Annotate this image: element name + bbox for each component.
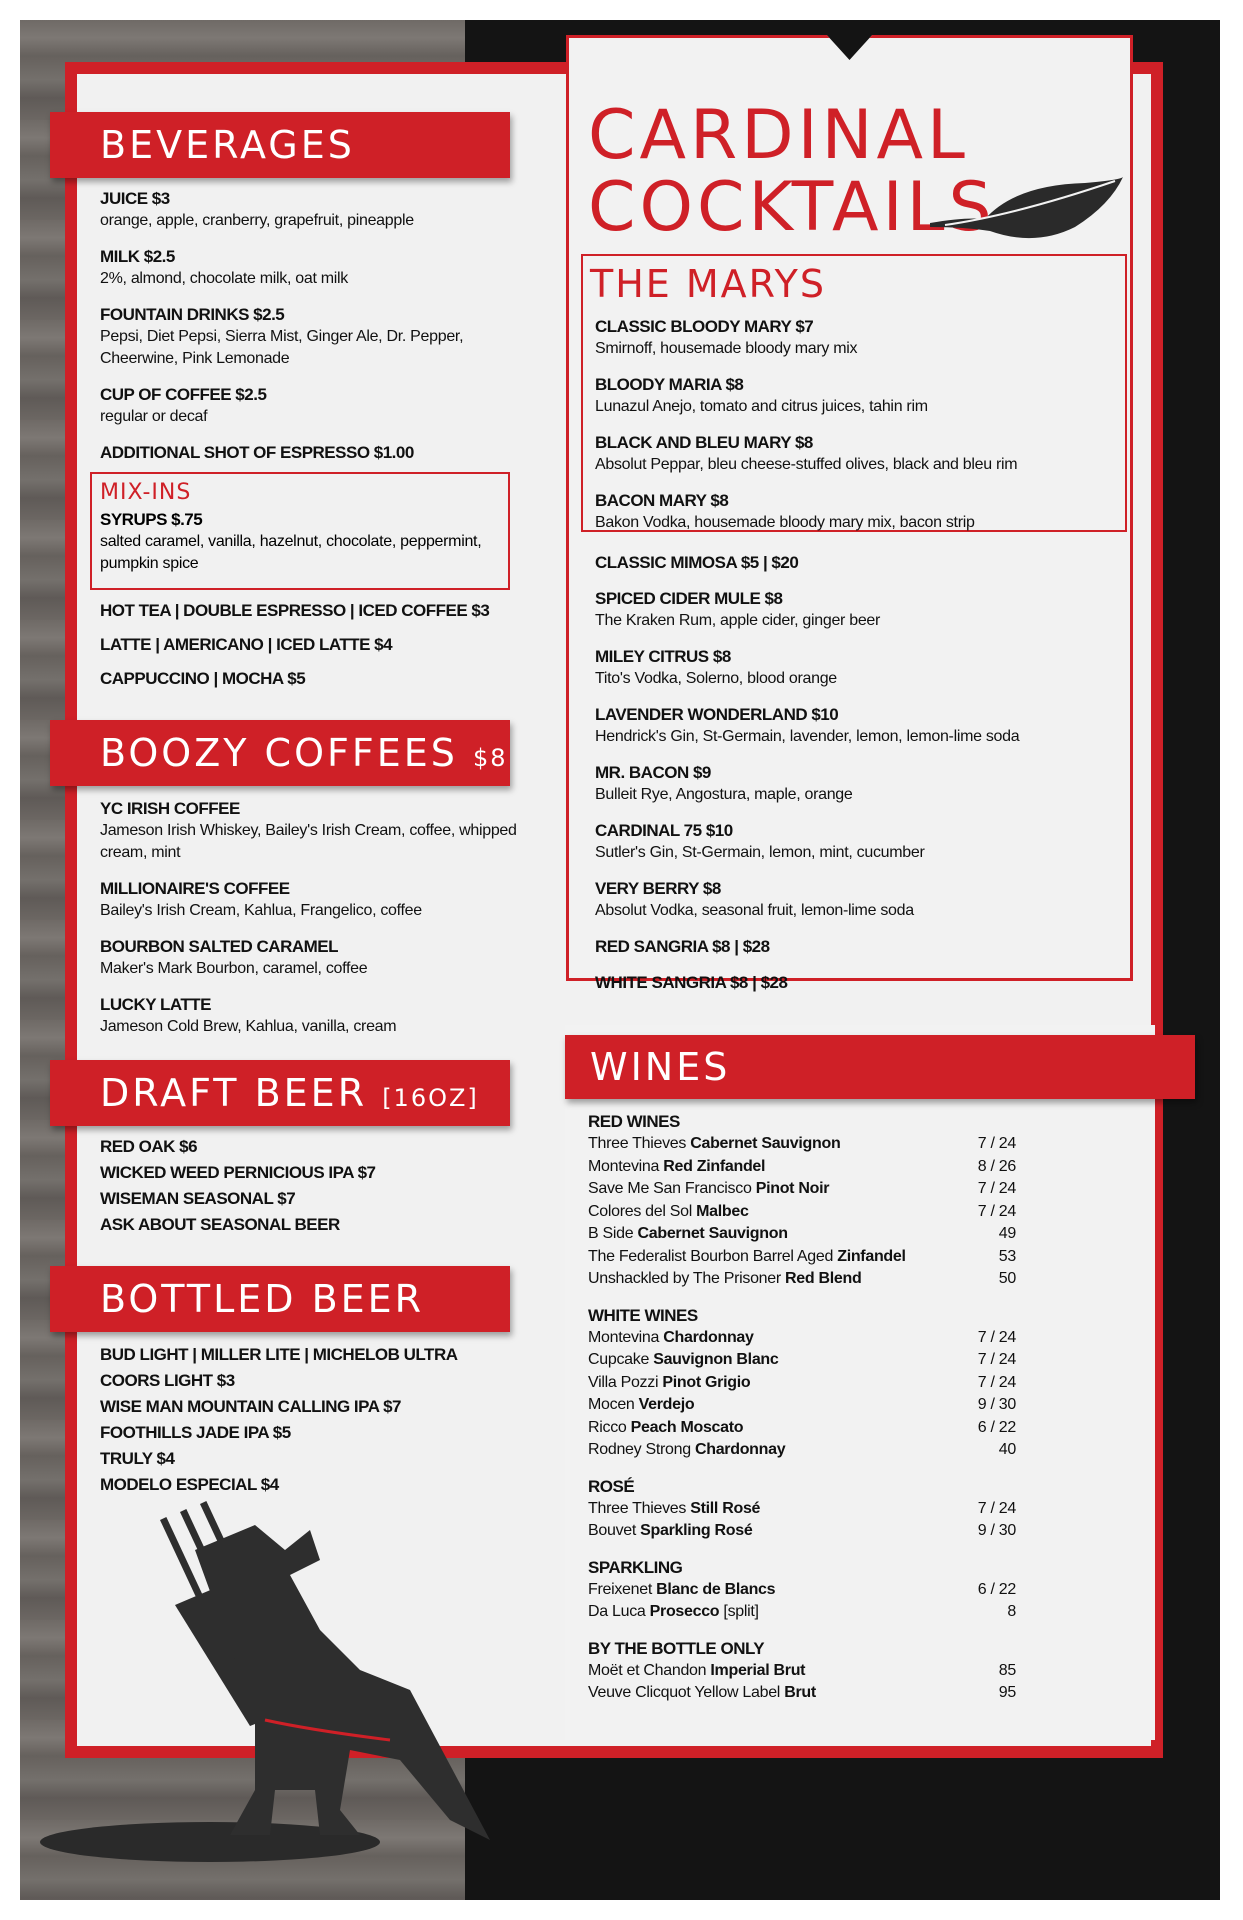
wine-name <box>588 1417 743 1440</box>
wine-price: 7 / 24 <box>977 1202 1016 1220</box>
item-desc: Jameson Cold Brew, Kahlua, vanilla, cream <box>100 1018 397 1035</box>
menu-item: TRULY $4 <box>100 1449 175 1468</box>
wine-producer: Save Me San Francisco <box>588 1180 756 1197</box>
item-desc: The Kraken Rum, apple cider, ginger beer <box>595 612 881 629</box>
beverages-banner <box>50 112 510 178</box>
wine-name <box>588 1372 750 1395</box>
wine-producer: Colores del Sol <box>588 1202 697 1220</box>
draft-title: DRAFT BEER <box>100 1071 368 1115</box>
wine-note: [split] <box>719 1603 759 1620</box>
wine-price: 8 <box>1007 1603 1016 1620</box>
draft-sub: [16OZ] <box>382 1084 479 1112</box>
wine-name <box>588 1601 759 1624</box>
wine-price: 50 <box>998 1270 1016 1287</box>
wine-varietal: Cabernet Sauvignon <box>690 1135 841 1152</box>
menu-item: HOT TEA | DOUBLE ESPRESSO | ICED COFFEE $3 <box>100 601 490 620</box>
wine-row <box>588 1394 1016 1417</box>
wine-row <box>588 1498 1016 1521</box>
wine-price: 7 / 24 <box>977 1328 1016 1346</box>
menu-item <box>100 442 520 464</box>
wine-producer: Mocen <box>588 1396 639 1413</box>
wine-varietal: Pinot Grigio <box>662 1373 751 1391</box>
wine-group-head: RED WINES <box>588 1112 680 1131</box>
wine-group-head: BY THE BOTTLE ONLY <box>588 1638 765 1658</box>
wine-group-head: ROSÉ <box>588 1476 635 1496</box>
marys-title: THE MARYS <box>590 262 826 306</box>
item-desc: regular or decaf <box>100 408 208 425</box>
wine-producer: The Federalist Bourbon Barrel Aged <box>588 1247 838 1265</box>
wine-producer: Montevina <box>588 1328 664 1346</box>
item-name: LUCKY LATTE <box>100 995 211 1014</box>
item-name: FOUNTAIN DRINKS $2.5 <box>100 305 285 324</box>
wine-price: 49 <box>998 1225 1016 1242</box>
bottled-banner <box>50 1266 510 1332</box>
wine-producer: Da Luca <box>588 1603 650 1620</box>
item-name: BLACK AND BLEU MARY $8 <box>595 433 813 452</box>
wine-row <box>588 1579 1016 1602</box>
wine-varietal: Red Zinfandel <box>663 1157 766 1175</box>
wine-producer: Montevina <box>588 1157 664 1175</box>
menu-item: MODELO ESPECIAL $4 <box>100 1475 279 1494</box>
wine-row <box>588 1156 1016 1179</box>
wine-name <box>588 1439 785 1462</box>
wine-price: 7 / 24 <box>977 1373 1016 1391</box>
feather-icon <box>925 175 1125 255</box>
beverages-list <box>100 188 520 478</box>
wine-price: 9 / 30 <box>977 1522 1016 1539</box>
wine-group <box>588 1638 1028 1705</box>
wine-name <box>588 1133 840 1156</box>
item-name: LAVENDER WONDERLAND $10 <box>595 705 839 724</box>
wine-price: 7 / 24 <box>977 1180 1016 1197</box>
wine-row <box>588 1682 1016 1705</box>
wine-varietal: Chardonnay <box>663 1328 754 1346</box>
item-desc: Sutler's Gin, St-Germain, lemon, mint, cucumber <box>595 844 925 861</box>
menu-item <box>100 304 520 370</box>
mixins-title: MIX-INS <box>100 480 192 505</box>
wine-row <box>588 1327 1016 1350</box>
wine-row <box>588 1246 1016 1269</box>
bottled-list <box>100 1344 520 1500</box>
menu-item <box>595 878 1115 922</box>
wine-price: 7 / 24 <box>977 1351 1016 1368</box>
item-desc: Maker's Mark Bourbon, caramel, coffee <box>100 960 368 977</box>
wine-varietal: Malbec <box>696 1202 749 1220</box>
menu-item: CAPPUCCINO | MOCHA $5 <box>100 669 306 688</box>
item-desc: 2%, almond, chocolate milk, oat milk <box>100 270 348 287</box>
wine-price: 40 <box>998 1441 1016 1458</box>
item-desc: Jameson Irish Whiskey, Bailey's Irish Cream, coffee, whipped cream, mint <box>100 822 517 861</box>
wine-row <box>588 1372 1016 1395</box>
wine-varietal: Still Rosé <box>690 1499 761 1517</box>
mixins-name: SYRUPS $.75 <box>100 510 203 529</box>
item-name: CARDINAL 75 $10 <box>595 821 733 840</box>
wine-varietal: Verdejo <box>638 1396 695 1413</box>
wine-price: 8 / 26 <box>977 1157 1016 1175</box>
menu-item: LATTE | AMERICANO | ICED LATTE $4 <box>100 635 393 654</box>
item-desc: Tito's Vodka, Solerno, blood orange <box>595 670 837 687</box>
menu-item: WISE MAN MOUNTAIN CALLING IPA $7 <box>100 1397 402 1416</box>
menu-item <box>595 936 1115 958</box>
item-desc: Smirnoff, housemade bloody mary mix <box>595 340 858 357</box>
menu-item <box>595 588 1115 632</box>
wine-row <box>588 1660 1016 1683</box>
menu-item <box>100 994 520 1038</box>
wine-producer: Villa Pozzi <box>588 1373 663 1391</box>
wine-name <box>588 1579 775 1602</box>
wine-price: 7 / 24 <box>977 1135 1016 1152</box>
wine-price: 6 / 22 <box>977 1418 1016 1436</box>
wines-list <box>588 1111 1028 1719</box>
wine-name <box>588 1156 765 1179</box>
item-name: BOURBON SALTED CARAMEL <box>100 937 339 956</box>
wine-producer: Ricco <box>588 1418 631 1436</box>
mixins-desc: salted caramel, vanilla, hazelnut, chocolate, peppermint, pumpkin spice <box>100 533 482 572</box>
wine-producer: Cupcake <box>588 1351 654 1368</box>
wine-group-head: WHITE WINES <box>588 1305 698 1325</box>
wine-row <box>588 1178 1016 1201</box>
menu-item <box>595 646 1115 690</box>
menu-item: BUD LIGHT | MILLER LITE | MICHELOB ULTRA <box>100 1345 458 1364</box>
wine-varietal: Zinfandel <box>837 1247 906 1265</box>
wine-varietal: Sparkling Rosé <box>640 1522 753 1539</box>
item-desc: orange, apple, cranberry, grapefruit, pineapple <box>100 212 414 229</box>
item-desc: Bakon Vodka, housemade bloody mary mix, bacon strip <box>595 514 975 531</box>
item-name: CLASSIC BLOODY MARY $7 <box>595 317 814 336</box>
wine-producer: Moët et Chandon <box>588 1661 711 1679</box>
wine-row <box>588 1201 1016 1224</box>
menu-item <box>595 490 1115 534</box>
cocktails-title-line2: COCKTAILS <box>588 168 996 247</box>
marys-list <box>595 316 1115 548</box>
menu-item <box>100 936 520 980</box>
wine-varietal: Peach Moscato <box>630 1418 744 1436</box>
menu-item: FOOTHILLS JADE IPA $5 <box>100 1423 291 1442</box>
wine-name <box>588 1520 752 1543</box>
wine-group <box>588 1557 1028 1624</box>
wine-varietal: Imperial Brut <box>710 1661 806 1679</box>
item-name: MILK $2.5 <box>100 247 175 266</box>
wine-producer: Freixenet <box>588 1580 657 1598</box>
wine-group <box>588 1111 1028 1291</box>
wine-row <box>588 1349 1016 1372</box>
cocktails-title-line1: CARDINAL <box>588 96 969 175</box>
wine-name <box>588 1682 816 1705</box>
item-name: CLASSIC MIMOSA $5 | $20 <box>595 553 799 572</box>
wine-price: 9 / 30 <box>977 1396 1016 1413</box>
wine-varietal: Red Blend <box>785 1270 862 1287</box>
wine-price: 53 <box>998 1247 1016 1265</box>
wine-row <box>588 1223 1016 1246</box>
menu-item: ASK ABOUT SEASONAL BEER <box>100 1215 340 1234</box>
wine-name <box>588 1349 779 1372</box>
wine-producer: Veuve Clicquot Yellow Label <box>588 1684 785 1701</box>
item-name: MILEY CITRUS $8 <box>595 647 731 666</box>
menu-item <box>100 798 520 864</box>
mixins-box <box>90 472 510 590</box>
item-name: JUICE $3 <box>100 189 170 208</box>
wine-name <box>588 1201 749 1224</box>
beverages-after-list <box>100 600 520 702</box>
boozy-title: BOOZY COFFEES <box>100 731 458 775</box>
menu-item <box>595 820 1115 864</box>
wine-name <box>588 1178 829 1201</box>
menu-item <box>100 246 520 290</box>
item-name: CUP OF COFFEE $2.5 <box>100 385 267 404</box>
item-desc: Bailey's Irish Cream, Kahlua, Frangelico, coffee <box>100 902 422 919</box>
wine-varietal: Sauvignon Blanc <box>653 1351 779 1368</box>
menu-item <box>100 188 520 232</box>
wine-varietal: Prosecco <box>649 1603 720 1620</box>
wine-name <box>588 1268 861 1291</box>
item-name: YC IRISH COFFEE <box>100 799 240 818</box>
wine-price: 85 <box>998 1661 1016 1679</box>
wine-row <box>588 1268 1016 1291</box>
item-desc: Hendrick's Gin, St-Germain, lavender, lemon, lemon-lime soda <box>595 728 1020 745</box>
item-name: WHITE SANGRIA $8 | $28 <box>595 973 788 992</box>
item-desc: Lunazul Anejo, tomato and citrus juices, tahin rim <box>595 398 928 415</box>
wine-name <box>588 1327 754 1350</box>
wine-varietal: Cabernet Sauvignon <box>637 1225 788 1242</box>
item-desc: Bulleit Rye, Angostura, maple, orange <box>595 786 853 803</box>
wine-row <box>588 1417 1016 1440</box>
menu-item <box>100 384 520 428</box>
wine-producer: Rodney Strong <box>588 1441 695 1458</box>
item-name: MR. BACON $9 <box>595 763 711 782</box>
wine-row <box>588 1520 1016 1543</box>
menu-item <box>100 878 520 922</box>
wine-producer: Three Thieves <box>588 1499 691 1517</box>
menu-item <box>595 316 1115 360</box>
wine-price: 95 <box>998 1684 1016 1701</box>
item-name: BACON MARY $8 <box>595 491 729 510</box>
wine-producer: B Side <box>588 1225 638 1242</box>
menu-item: WISEMAN SEASONAL $7 <box>100 1189 296 1208</box>
wines-title: WINES <box>590 1045 731 1089</box>
wine-producer: Unshackled by The Prisoner <box>588 1270 786 1287</box>
menu-item <box>595 432 1115 476</box>
draft-banner <box>50 1060 510 1126</box>
menu-item <box>595 972 1115 994</box>
wine-varietal: Brut <box>784 1684 816 1701</box>
wine-row <box>588 1133 1016 1156</box>
wine-name <box>588 1223 788 1246</box>
cardinal-fork-illustration <box>20 1490 560 1900</box>
item-name: ADDITIONAL SHOT OF ESPRESSO $1.00 <box>100 443 414 462</box>
bottled-title: BOTTLED BEER <box>100 1277 425 1321</box>
boozy-price: $8 <box>472 744 508 772</box>
cocktails-list <box>595 552 1115 1008</box>
wine-row <box>588 1439 1016 1462</box>
wine-group <box>588 1476 1028 1543</box>
wines-banner <box>565 1035 1195 1099</box>
boozy-list <box>100 798 520 1052</box>
wine-price: 6 / 22 <box>977 1580 1016 1598</box>
wine-price: 7 / 24 <box>977 1499 1016 1517</box>
wine-varietal: Pinot Noir <box>755 1180 830 1197</box>
menu-item: COORS LIGHT $3 <box>100 1371 235 1390</box>
wine-varietal: Chardonnay <box>694 1441 786 1458</box>
menu-item <box>595 374 1115 418</box>
item-name: VERY BERRY $8 <box>595 879 721 898</box>
wine-row <box>588 1601 1016 1624</box>
wine-producer: Bouvet <box>588 1522 641 1539</box>
menu-item: WICKED WEED PERNICIOUS IPA $7 <box>100 1163 376 1182</box>
item-name: MILLIONAIRE'S COFFEE <box>100 879 290 898</box>
menu-item <box>595 762 1115 806</box>
boozy-banner <box>50 720 510 786</box>
item-desc: Absolut Vodka, seasonal fruit, lemon-lime soda <box>595 902 914 919</box>
wine-varietal: Blanc de Blancs <box>656 1580 776 1598</box>
wine-producer: Three Thieves <box>588 1135 691 1152</box>
item-name: RED SANGRIA $8 | $28 <box>595 937 770 956</box>
wine-name <box>588 1660 805 1683</box>
wine-group <box>588 1305 1028 1462</box>
draft-list <box>100 1136 520 1240</box>
item-desc: Absolut Peppar, bleu cheese-stuffed olives, black and bleu rim <box>595 456 1018 473</box>
wine-name <box>588 1498 760 1521</box>
menu-item <box>595 704 1115 748</box>
menu-item <box>595 552 1115 574</box>
item-name: BLOODY MARIA $8 <box>595 375 744 394</box>
menu-item: RED OAK $6 <box>100 1137 198 1156</box>
item-name: SPICED CIDER MULE $8 <box>595 589 783 608</box>
wine-name <box>588 1394 694 1417</box>
beverages-title: BEVERAGES <box>100 123 355 167</box>
wine-group-head: SPARKLING <box>588 1557 683 1577</box>
item-desc: Pepsi, Diet Pepsi, Sierra Mist, Ginger Ale, Dr. Pepper, Cheerwine, Pink Lemonade <box>100 328 464 367</box>
wine-name <box>588 1246 906 1269</box>
